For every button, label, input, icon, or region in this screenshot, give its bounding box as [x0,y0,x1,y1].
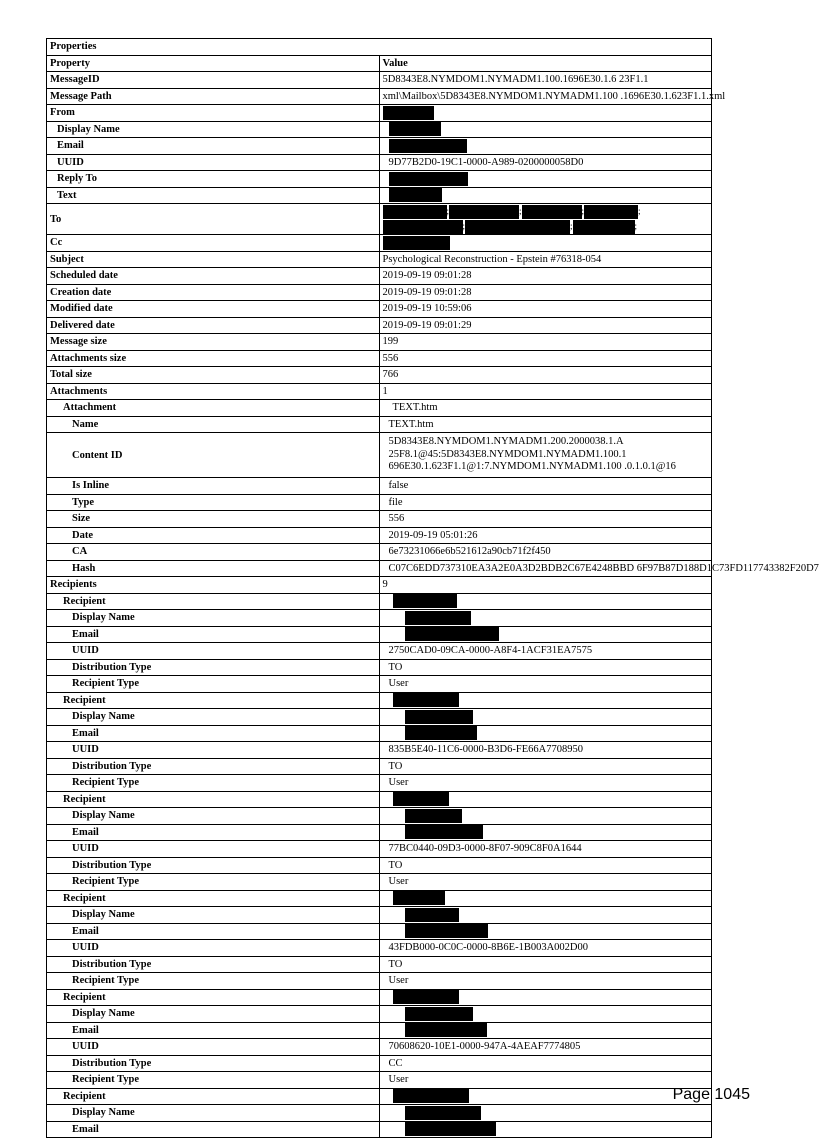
table-row [47,544,712,561]
attachment-value: TEXT.htm [379,400,712,417]
from-text-label: Text [47,187,380,204]
table-row [47,171,712,188]
redaction-block [393,792,449,806]
table-row [47,1022,712,1039]
table-row [47,1006,712,1023]
recipient-type-label: Recipient Type [47,874,380,891]
redaction-block [393,1089,469,1103]
recipient-email-label: Email [47,725,380,742]
table-row [47,88,712,105]
attachment-label: Attachment [47,400,380,417]
recipient-display-name-value [379,907,712,924]
table-row [47,676,712,693]
content-id-line: 696E30.1.623F1.1@1:7.NYMDOM1.NYMADM1.100 .0.1.0.1@16 [388,461,676,473]
redaction-block [462,220,570,234]
table-title-row [47,39,712,56]
table-row [47,1088,712,1105]
redaction-block [393,891,445,905]
table-row [47,416,712,433]
to-label: To [47,204,380,235]
recipient-type-label: Recipient Type [47,973,380,990]
table-row [47,154,712,171]
redaction-block [389,122,441,136]
from-email-label: Email [47,138,380,155]
attachment-name-label: Name [47,416,380,433]
redaction-block [393,990,459,1004]
table-row [47,1121,712,1138]
recipient-type-value: User [379,775,712,792]
redaction-block [393,594,457,608]
table-row [47,956,712,973]
recipient-uuid-value: 2750CAD0-09CA-0000-A8F4-1ACF31EA7575 [379,643,712,660]
recipient-type-label: Recipient Type [47,676,380,693]
redaction-block [393,693,459,707]
table-row [47,808,712,825]
recipient-type-label: Recipient Type [47,775,380,792]
redaction-block [405,1023,487,1037]
table-row [47,791,712,808]
table-row [47,400,712,417]
recipient-uuid-label: UUID [47,643,380,660]
attachment-date-label: Date [47,527,380,544]
recipient-email-value [379,1121,712,1138]
table-row [47,1039,712,1056]
table-row [47,1055,712,1072]
recipient-label: Recipient [47,692,380,709]
recipient-display-name-value [379,709,712,726]
recipient-display-name-value [379,610,712,627]
redaction-block [389,188,442,202]
recipient-distribution-type-value: CC [379,1055,712,1072]
recipient-label: Recipient [47,1088,380,1105]
total-size-value: 766 [379,367,712,384]
recipient-uuid-label: UUID [47,841,380,858]
recipient-uuid-label: UUID [47,742,380,759]
redaction-block [383,236,450,250]
redaction-block [383,106,434,120]
subject-value: Psychological Reconstruction - Epstein #76318-054 [379,251,712,268]
recipient-distribution-type-value: TO [379,659,712,676]
redaction-block [405,908,459,922]
separator: ; [570,221,573,231]
table-row [47,742,712,759]
recipient-value [379,1088,712,1105]
scheduled-date-value: 2019-09-19 09:01:28 [379,268,712,285]
recipient-uuid-label: UUID [47,940,380,957]
table-row [47,433,712,478]
from-display-name-value [379,121,712,138]
header-value: Value [379,55,712,72]
recipient-distribution-type-label: Distribution Type [47,857,380,874]
separator: ; [638,206,641,216]
recipient-label: Recipient [47,890,380,907]
table-row [47,857,712,874]
table-row [47,824,712,841]
from-email-value [379,138,712,155]
separator: ; [581,206,585,216]
attachment-date-value: 2019-09-19 05:01:26 [379,527,712,544]
redaction-block [405,627,499,641]
from-value [379,105,712,122]
table-row [47,626,712,643]
redaction-block [581,205,638,219]
table-row [47,923,712,940]
redaction-block [405,710,473,724]
table-row [47,775,712,792]
recipient-display-name-value [379,1105,712,1122]
table-row [47,725,712,742]
cc-label: Cc [47,235,380,252]
recipient-display-name-label: Display Name [47,610,380,627]
table-row [47,121,712,138]
from-text-value [379,187,712,204]
recipient-value [379,989,712,1006]
from-uuid-label: UUID [47,154,380,171]
recipients-label: Recipients [47,577,380,594]
recipient-type-value: User [379,874,712,891]
from-reply-to-value [379,171,712,188]
recipient-uuid-value: 43FDB000-0C0C-0000-8B6E-1B003A002D00 [379,940,712,957]
table-row [47,560,712,577]
recipient-label: Recipient [47,593,380,610]
redaction-block [573,220,605,234]
redaction-block [405,825,483,839]
recipient-email-label: Email [47,1022,380,1039]
table-row [47,367,712,384]
table-row [47,105,712,122]
attachments-size-value: 556 [379,350,712,367]
recipients-count: 9 [379,577,712,594]
recipient-email-label: Email [47,824,380,841]
to-value [379,204,712,235]
table-title: Properties [47,39,712,56]
recipient-display-name-value [379,808,712,825]
recipient-distribution-type-value: TO [379,758,712,775]
table-row [47,593,712,610]
recipient-distribution-type-label: Distribution Type [47,758,380,775]
cc-value [379,235,712,252]
attachments-count: 1 [379,383,712,400]
attachment-ca-value: 6e73231066e6b521612a90cb71f2f450 [379,544,712,561]
recipient-display-name-value [379,1006,712,1023]
table-row [47,317,712,334]
recipient-email-value [379,725,712,742]
table-row [47,1072,712,1089]
delivered-date-label: Delivered date [47,317,380,334]
table-row [47,334,712,351]
message-size-value: 199 [379,334,712,351]
recipient-email-value [379,626,712,643]
attachment-type-label: Type [47,494,380,511]
creation-date-value: 2019-09-19 09:01:28 [379,284,712,301]
attachments-label: Attachments [47,383,380,400]
redaction-block [405,1122,496,1136]
recipient-uuid-value: 77BC0440-09D3-0000-8F07-909C8F0A1644 [379,841,712,858]
recipient-email-label: Email [47,923,380,940]
table-row [47,478,712,495]
from-uuid-value: 9D77B2D0-19C1-0000-A989-0200000058D0 [379,154,712,171]
table-row [47,1105,712,1122]
scheduled-date-label: Scheduled date [47,268,380,285]
table-row [47,709,712,726]
recipient-email-value [379,1022,712,1039]
attachment-size-label: Size [47,511,380,528]
content-id-line: 5D8343E8.NYMDOM1.NYMADM1.200.2000038.1.A [388,436,624,448]
redaction-block [522,205,582,219]
recipient-distribution-type-label: Distribution Type [47,659,380,676]
recipient-distribution-type-value: TO [379,857,712,874]
table-row [47,494,712,511]
recipient-value [379,593,712,610]
redaction-block [405,1007,473,1021]
table-row [47,989,712,1006]
creation-date-label: Creation date [47,284,380,301]
table-row [47,890,712,907]
recipient-email-label: Email [47,626,380,643]
message-id-value: 5D8343E8.NYMDOM1.NYMADM1.100.1696E30.1.6 23F1.1 [379,72,712,89]
redaction-block [446,205,519,219]
recipient-display-name-label: Display Name [47,1006,380,1023]
delivered-date-value: 2019-09-19 09:01:29 [379,317,712,334]
table-row [47,659,712,676]
table-row [47,577,712,594]
table-row [47,204,712,235]
table-row [47,511,712,528]
separator: ; [634,221,638,231]
subject-label: Subject [47,251,380,268]
redaction-block [605,220,635,234]
properties-table [46,38,819,1138]
recipient-value [379,890,712,907]
attachment-content-id-label: Content ID [47,433,380,478]
separator: ; [446,206,450,216]
attachment-is-inline-value: false [379,478,712,495]
modified-date-label: Modified date [47,301,380,318]
redaction-block [389,139,467,153]
attachment-size-value: 556 [379,511,712,528]
recipient-label: Recipient [47,791,380,808]
redaction-block [405,726,477,740]
redaction-block [383,205,447,219]
message-path-label: Message Path [47,88,380,105]
separator: ; [462,221,466,231]
attachment-hash-label: Hash [47,560,380,577]
attachment-hash-value: C07C6EDD737310EA3A2E0A3D2BDB2C67E4248BBD 6F97B87D188D1C73FD117743382F20D7 [379,560,712,577]
table-row [47,284,712,301]
separator: ; [519,206,522,216]
recipient-display-name-label: Display Name [47,709,380,726]
attachment-content-id-value [379,433,712,478]
table-row [47,610,712,627]
message-path-value: xml\Mailbox\5D8343E8.NYMDOM1.NYMADM1.100 .1696E30.1.623F1.1.xml [379,88,712,105]
attachment-is-inline-label: Is Inline [47,478,380,495]
redaction-block [405,611,471,625]
recipient-type-value: User [379,973,712,990]
table-row [47,350,712,367]
table-row [47,251,712,268]
recipient-display-name-label: Display Name [47,1105,380,1122]
recipient-type-value: User [379,676,712,693]
table-row [47,692,712,709]
recipient-email-value [379,923,712,940]
recipient-distribution-type-label: Distribution Type [47,1055,380,1072]
redaction-block [405,809,462,823]
table-row [47,643,712,660]
table-row [47,758,712,775]
recipient-uuid-value: 835B5E40-11C6-0000-B3D6-FE66A7708950 [379,742,712,759]
attachment-type-value: file [379,494,712,511]
recipient-email-value [379,824,712,841]
redaction-block [405,924,488,938]
table-row [47,383,712,400]
message-id-label: MessageID [47,72,380,89]
table-row [47,72,712,89]
attachment-ca-label: CA [47,544,380,561]
table-row [47,527,712,544]
recipient-distribution-type-value: TO [379,956,712,973]
attachments-size-label: Attachments size [47,350,380,367]
recipient-email-label: Email [47,1121,380,1138]
recipient-type-value: User [379,1072,712,1089]
recipient-uuid-value: 70608620-10E1-0000-947A-4AEAF7774805 [379,1039,712,1056]
table-row [47,841,712,858]
from-label: From [47,105,380,122]
modified-date-value: 2019-09-19 10:59:06 [379,301,712,318]
redaction-block [383,220,463,234]
recipient-value [379,791,712,808]
content-id-line: 25F8.1@45:5D8343E8.NYMDOM1.NYMADM1.100.1 [388,448,627,460]
recipient-display-name-label: Display Name [47,907,380,924]
table-row [47,940,712,957]
table-row [47,268,712,285]
table-row [47,973,712,990]
table-row [47,235,712,252]
recipient-distribution-type-label: Distribution Type [47,956,380,973]
total-size-label: Total size [47,367,380,384]
recipient-type-label: Recipient Type [47,1072,380,1089]
recipient-display-name-label: Display Name [47,808,380,825]
recipient-value [379,692,712,709]
table-row [47,138,712,155]
redaction-block [389,172,468,186]
table-row [47,907,712,924]
recipient-uuid-label: UUID [47,1039,380,1056]
from-display-name-label: Display Name [47,121,380,138]
table-row [47,187,712,204]
message-size-label: Message size [47,334,380,351]
header-row [47,55,712,72]
redaction-block [405,1106,481,1120]
page-number: Page 1045 [672,1086,750,1103]
table-row [47,874,712,891]
table-row [47,301,712,318]
recipient-label: Recipient [47,989,380,1006]
header-property: Property [47,55,380,72]
attachment-name-value: TEXT.htm [379,416,712,433]
from-reply-to-label: Reply To [47,171,380,188]
